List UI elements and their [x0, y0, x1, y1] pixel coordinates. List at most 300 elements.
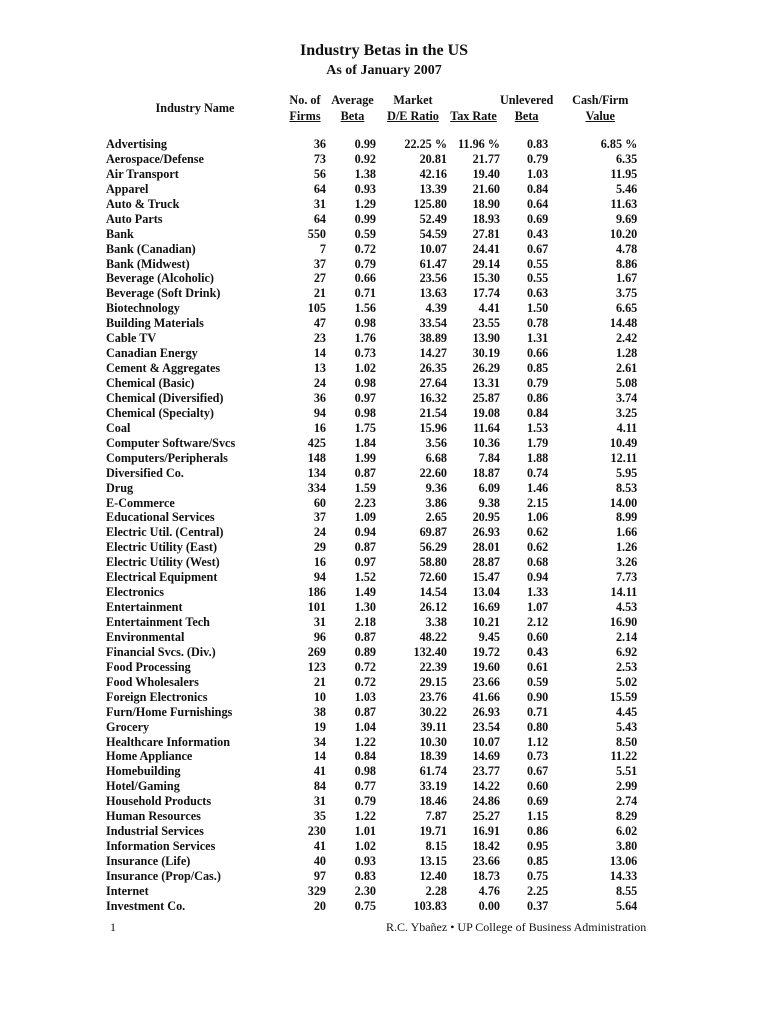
- unlevered-beta-cell: 0.75: [526, 868, 549, 883]
- de-ratio-cell: 26.12: [419, 600, 447, 615]
- cash-firm-value-cell: 14.11: [610, 585, 638, 600]
- industry-name-cell: Homebuilding: [106, 764, 181, 779]
- unlevered-beta-cell: 0.55: [526, 271, 549, 286]
- num-firms-cell: 29: [313, 540, 326, 555]
- header-de-top: Market: [393, 93, 433, 107]
- de-ratio-cell: 22.39: [419, 659, 447, 674]
- num-firms-cell: 56: [313, 166, 326, 181]
- unlevered-beta-cell: 0.66: [526, 346, 549, 361]
- de-ratio-cell: 13.63: [419, 286, 447, 301]
- de-ratio-cell: 10.07: [419, 241, 447, 256]
- num-firms-cell: 94: [313, 405, 326, 420]
- de-ratio-cell: 125.80: [413, 196, 447, 211]
- tax-rate-cell: 11.64: [473, 420, 500, 435]
- table-row: [106, 376, 647, 391]
- table-row: [106, 854, 647, 869]
- tax-rate-cell: 24.41: [472, 241, 500, 256]
- average-beta-cell: 1.30: [354, 600, 376, 615]
- header-cash-bottom: Value: [585, 109, 615, 123]
- tax-rate-cell: 13.90: [472, 331, 500, 346]
- table-row: [106, 839, 647, 854]
- tax-rate-cell: 21.60: [472, 181, 500, 196]
- header-cash-top: Cash/Firm: [572, 93, 629, 107]
- table-row: [106, 645, 647, 660]
- average-beta-cell: 0.99: [354, 211, 376, 226]
- average-beta-cell: 0.79: [354, 794, 376, 809]
- de-ratio-cell: 6.68: [425, 450, 447, 465]
- industry-name-cell: Human Resources: [106, 809, 201, 824]
- table-row: [106, 600, 647, 615]
- tax-rate-cell: 7.84: [478, 450, 500, 465]
- cash-firm-value-cell: 5.46: [615, 181, 638, 196]
- table-row: [106, 481, 647, 496]
- average-beta-cell: 1.09: [354, 510, 376, 525]
- tax-rate-cell: 18.42: [472, 839, 500, 854]
- table-row: [106, 152, 647, 167]
- num-firms-cell: 101: [307, 600, 326, 615]
- unlevered-beta-cell: 0.79: [526, 376, 549, 390]
- table-row: [106, 316, 647, 331]
- cash-firm-value-cell: 10.20: [609, 226, 638, 241]
- industry-name-cell: Information Services: [106, 839, 216, 854]
- average-beta-cell: 0.97: [354, 390, 376, 405]
- num-firms-cell: 38: [313, 704, 326, 719]
- tax-rate-cell: 19.40: [472, 166, 500, 181]
- average-beta-cell: 0.72: [354, 659, 376, 674]
- industry-name-cell: Coal: [106, 420, 131, 435]
- unlevered-beta-cell: 0.73: [526, 749, 549, 764]
- unlevered-beta-cell: 1.31: [526, 331, 549, 346]
- industry-betas-table: [106, 92, 647, 914]
- unlevered-beta-cell: 0.63: [526, 286, 549, 301]
- de-ratio-cell: 21.54: [419, 405, 447, 420]
- cash-firm-value-cell: 15.59: [609, 689, 638, 704]
- de-ratio-cell: 22.60: [419, 465, 447, 480]
- tax-rate-cell: 23.54: [472, 719, 500, 734]
- num-firms-cell: 41: [313, 839, 326, 854]
- industry-name-cell: Chemical (Specialty): [106, 405, 214, 420]
- cash-firm-value-cell: 12.11: [610, 450, 638, 465]
- de-ratio-cell: 30.22: [419, 704, 447, 719]
- de-ratio-cell: 52.49: [419, 211, 447, 226]
- cash-firm-value-cell: 1.28: [615, 346, 638, 361]
- average-beta-cell: 1.29: [354, 196, 376, 211]
- industry-name-cell: Bank (Midwest): [106, 256, 190, 271]
- average-beta-cell: 2.23: [354, 495, 376, 510]
- cash-firm-value-cell: 8.50: [615, 734, 638, 749]
- average-beta-cell: 2.18: [354, 615, 376, 629]
- cash-firm-value-cell: 1.26: [615, 540, 638, 555]
- unlevered-beta-cell: 1.03: [526, 166, 549, 181]
- industry-name-cell: Food Wholesalers: [106, 674, 199, 689]
- num-firms-cell: 64: [313, 181, 326, 196]
- industry-name-cell: Hotel/Gaming: [106, 779, 180, 794]
- num-firms-cell: 425: [307, 435, 326, 450]
- table-row: [106, 510, 647, 525]
- average-beta-cell: 0.87: [354, 465, 376, 480]
- average-beta-cell: 0.87: [354, 540, 376, 555]
- num-firms-cell: 16: [313, 555, 326, 570]
- tax-rate-cell: 16.91: [472, 824, 500, 839]
- tax-rate-cell: 26.93: [472, 704, 500, 719]
- cash-firm-value-cell: 5.64: [615, 898, 638, 913]
- average-beta-cell: 0.94: [354, 525, 376, 540]
- num-firms-cell: 84: [313, 779, 326, 794]
- table-row: [106, 242, 647, 257]
- unlevered-beta-cell: 0.62: [526, 525, 549, 540]
- de-ratio-cell: 3.38: [425, 615, 447, 629]
- cash-firm-value-cell: 3.26: [615, 555, 638, 570]
- average-beta-cell: 0.98: [354, 405, 376, 420]
- industry-name-cell: Foreign Electronics: [106, 689, 208, 704]
- tax-rate-cell: 19.08: [472, 405, 500, 420]
- de-ratio-cell: 20.81: [419, 151, 447, 166]
- header-firms-top: No. of: [289, 93, 321, 107]
- industry-name-cell: Furn/Home Furnishings: [106, 704, 233, 719]
- table-row: [106, 764, 647, 779]
- industry-name-cell: Advertising: [106, 137, 167, 151]
- tax-rate-cell: 23.66: [472, 854, 500, 868]
- num-firms-cell: 19: [313, 719, 326, 734]
- table-row: [106, 496, 647, 511]
- tax-rate-cell: 4.76: [478, 883, 500, 898]
- de-ratio-cell: 13.39: [419, 181, 447, 196]
- de-ratio-cell: 33.19: [419, 779, 447, 794]
- average-beta-cell: 0.79: [354, 256, 376, 271]
- tax-rate-cell: 28.01: [472, 540, 500, 555]
- unlevered-beta-cell: 0.69: [526, 211, 549, 226]
- num-firms-cell: 20: [313, 898, 326, 913]
- average-beta-cell: 1.52: [354, 570, 376, 585]
- de-ratio-cell: 23.56: [419, 271, 447, 286]
- unlevered-beta-cell: 0.37: [526, 898, 549, 913]
- cash-firm-value-cell: 2.42: [615, 331, 638, 346]
- tax-rate-cell: 13.04: [472, 585, 500, 600]
- unlevered-beta-cell: 0.67: [526, 764, 549, 779]
- header-row-top: [106, 92, 647, 108]
- header-industry-name: Industry Name: [155, 101, 235, 115]
- average-beta-cell: 0.72: [354, 674, 376, 689]
- unlevered-beta-cell: 0.95: [526, 839, 549, 854]
- industry-name-cell: Computers/Peripherals: [106, 450, 228, 465]
- de-ratio-cell: 3.56: [425, 435, 447, 450]
- de-ratio-cell: 14.27: [419, 346, 447, 361]
- industry-name-cell: Internet: [106, 883, 149, 898]
- de-ratio-cell: 26.35: [419, 361, 447, 376]
- cash-firm-value-cell: 4.53: [615, 600, 638, 615]
- table-row: [106, 227, 647, 242]
- num-firms-cell: 550: [307, 226, 326, 241]
- average-beta-cell: 0.97: [354, 555, 376, 570]
- average-beta-cell: 2.30: [354, 883, 376, 898]
- average-beta-cell: 1.04: [354, 719, 376, 734]
- unlevered-beta-cell: 1.33: [526, 585, 549, 600]
- header-tax-rate: Tax Rate: [450, 109, 497, 123]
- tax-rate-cell: 23.77: [472, 764, 500, 779]
- table-row: [106, 540, 647, 555]
- cash-firm-value-cell: 5.43: [615, 719, 638, 734]
- header-de-bottom: D/E Ratio: [387, 109, 439, 123]
- tax-rate-cell: 17.74: [472, 286, 500, 301]
- unlevered-beta-cell: 0.71: [526, 704, 549, 719]
- table-row: [106, 720, 647, 735]
- num-firms-cell: 13: [313, 361, 326, 376]
- average-beta-cell: 0.84: [354, 749, 376, 764]
- cash-firm-value-cell: 4.45: [615, 704, 638, 719]
- average-beta-cell: 0.98: [354, 316, 376, 331]
- cash-firm-value-cell: 6.65: [615, 301, 638, 316]
- average-beta-cell: 0.75: [354, 898, 376, 913]
- de-ratio-cell: 33.54: [419, 316, 447, 331]
- cash-firm-value-cell: 6.35: [615, 151, 638, 166]
- unlevered-beta-cell: 1.12: [526, 734, 549, 749]
- cash-firm-value-cell: 7.73: [615, 570, 638, 585]
- average-beta-cell: 0.77: [354, 779, 376, 794]
- cash-firm-value-cell: 5.51: [615, 764, 638, 779]
- cash-firm-value-cell: 3.80: [615, 839, 638, 854]
- cash-firm-value-cell: 13.06: [609, 854, 638, 868]
- unlevered-beta-cell: 0.86: [526, 824, 549, 839]
- tax-rate-cell: 25.87: [472, 390, 500, 405]
- unlevered-beta-cell: 0.60: [526, 779, 549, 794]
- table-row: [106, 899, 647, 914]
- num-firms-cell: 31: [313, 794, 326, 809]
- de-ratio-cell: 7.87: [425, 809, 447, 824]
- table-body: [106, 137, 647, 914]
- table-row: [106, 257, 647, 272]
- average-beta-cell: 1.84: [354, 435, 376, 450]
- de-ratio-cell: 9.36: [425, 480, 447, 495]
- table-row: [106, 361, 647, 376]
- num-firms-cell: 24: [313, 376, 326, 390]
- industry-name-cell: Grocery: [106, 719, 150, 734]
- tax-rate-cell: 30.19: [472, 346, 500, 361]
- cash-firm-value-cell: 5.02: [615, 674, 638, 689]
- cash-firm-value-cell: 3.25: [615, 405, 638, 420]
- cash-firm-value-cell: 6.85 %: [600, 137, 638, 151]
- cash-firm-value-cell: 14.48: [609, 316, 638, 331]
- average-beta-cell: 0.89: [354, 644, 376, 659]
- num-firms-cell: 47: [313, 316, 326, 331]
- cash-firm-value-cell: 3.74: [615, 390, 638, 405]
- num-firms-cell: 7: [319, 241, 326, 256]
- header-unlevered-bottom: Beta: [514, 109, 539, 123]
- num-firms-cell: 60: [313, 495, 326, 510]
- unlevered-beta-cell: 1.50: [526, 301, 549, 316]
- cash-firm-value-cell: 2.99: [615, 779, 638, 794]
- footer-credit: R.C. Ybañez • UP College of Business Administration: [386, 920, 647, 934]
- table-row: [106, 824, 647, 839]
- table-row: [106, 466, 647, 481]
- tax-rate-cell: 9.45: [478, 629, 500, 644]
- cash-firm-value-cell: 6.02: [615, 824, 638, 839]
- de-ratio-cell: 14.54: [419, 585, 447, 600]
- tax-rate-cell: 14.69: [472, 749, 500, 764]
- average-beta-cell: 0.92: [354, 151, 376, 166]
- de-ratio-cell: 61.47: [419, 256, 447, 271]
- tax-rate-cell: 18.93: [472, 211, 500, 226]
- industry-name-cell: Chemical (Diversified): [106, 390, 224, 405]
- unlevered-beta-cell: 0.78: [526, 316, 549, 331]
- industry-name-cell: Bank: [106, 226, 134, 241]
- unlevered-beta-cell: 0.62: [526, 540, 549, 555]
- average-beta-cell: 1.02: [354, 839, 376, 854]
- de-ratio-cell: 72.60: [419, 570, 447, 585]
- num-firms-cell: 31: [313, 615, 326, 629]
- unlevered-beta-cell: 1.06: [526, 510, 549, 525]
- num-firms-cell: 123: [307, 659, 326, 674]
- cash-firm-value-cell: 2.61: [615, 361, 638, 376]
- de-ratio-cell: 103.83: [413, 898, 447, 913]
- unlevered-beta-cell: 1.07: [526, 600, 549, 615]
- unlevered-beta-cell: 0.85: [526, 854, 549, 868]
- de-ratio-cell: 18.46: [419, 794, 447, 809]
- unlevered-beta-cell: 0.43: [526, 644, 549, 659]
- industry-name-cell: Computer Software/Svcs: [106, 435, 236, 450]
- num-firms-cell: 41: [313, 764, 326, 779]
- num-firms-cell: 148: [307, 450, 326, 465]
- average-beta-cell: 0.72: [354, 241, 376, 256]
- table-row: [106, 660, 647, 675]
- num-firms-cell: 96: [313, 629, 326, 644]
- cash-firm-value-cell: 3.75: [615, 286, 638, 301]
- table-row: [106, 675, 647, 690]
- tax-rate-cell: 18.87: [472, 465, 500, 480]
- tax-rate-cell: 23.66: [472, 674, 500, 689]
- table-row: [106, 436, 647, 451]
- unlevered-beta-cell: 0.85: [526, 361, 549, 376]
- num-firms-cell: 40: [313, 854, 326, 868]
- industry-name-cell: Electric Utility (West): [106, 555, 220, 570]
- num-firms-cell: 97: [313, 868, 326, 883]
- average-beta-cell: 0.98: [354, 376, 376, 390]
- num-firms-cell: 37: [313, 256, 326, 271]
- table-row: [106, 585, 647, 600]
- table-row: [106, 197, 647, 212]
- industry-name-cell: Electric Utility (East): [106, 540, 218, 555]
- num-firms-cell: 329: [307, 883, 326, 898]
- industry-name-cell: Diversified Co.: [106, 465, 184, 480]
- tax-rate-cell: 41.66: [472, 689, 500, 704]
- industry-name-cell: Bank (Canadian): [106, 241, 196, 256]
- average-beta-cell: 1.02: [354, 361, 376, 376]
- num-firms-cell: 10: [313, 689, 326, 704]
- unlevered-beta-cell: 1.79: [526, 435, 549, 450]
- unlevered-beta-cell: 0.84: [526, 181, 549, 196]
- page-subtitle: As of January 2007: [326, 63, 442, 78]
- average-beta-cell: 1.03: [354, 689, 376, 704]
- industry-name-cell: Aerospace/Defense: [106, 151, 204, 166]
- de-ratio-cell: 15.96: [419, 420, 447, 435]
- unlevered-beta-cell: 0.90: [526, 689, 549, 704]
- de-ratio-cell: 3.86: [425, 495, 447, 510]
- num-firms-cell: 73: [313, 151, 326, 166]
- header-beta-top: Average: [331, 93, 374, 107]
- de-ratio-cell: 8.15: [425, 839, 447, 854]
- table-row: [106, 735, 647, 750]
- industry-name-cell: Cement & Aggregates: [106, 361, 221, 376]
- table-row: [106, 690, 647, 705]
- table-row: [106, 271, 647, 286]
- average-beta-cell: 1.01: [354, 824, 376, 839]
- unlevered-beta-cell: 0.60: [526, 629, 549, 644]
- num-firms-cell: 105: [307, 301, 326, 316]
- average-beta-cell: 1.22: [354, 809, 376, 824]
- industry-name-cell: Beverage (Alcoholic): [106, 271, 214, 286]
- de-ratio-cell: 27.64: [419, 376, 447, 390]
- industry-name-cell: Industrial Services: [106, 824, 204, 839]
- cash-firm-value-cell: 1.67: [615, 271, 638, 286]
- cash-firm-value-cell: 8.29: [615, 809, 638, 824]
- industry-name-cell: Educational Services: [106, 510, 215, 525]
- num-firms-cell: 23: [313, 331, 326, 346]
- industry-name-cell: Investment Co.: [106, 898, 186, 913]
- average-beta-cell: 0.98: [354, 764, 376, 779]
- table-row: [106, 705, 647, 720]
- num-firms-cell: 34: [313, 734, 326, 749]
- de-ratio-cell: 54.59: [419, 226, 447, 241]
- unlevered-beta-cell: 0.83: [526, 137, 549, 151]
- unlevered-beta-cell: 1.15: [526, 809, 549, 824]
- cash-firm-value-cell: 10.49: [609, 435, 638, 450]
- num-firms-cell: 94: [313, 570, 326, 585]
- de-ratio-cell: 12.40: [419, 868, 447, 883]
- tax-rate-cell: 25.27: [472, 809, 500, 824]
- tax-rate-cell: 19.60: [472, 659, 500, 674]
- num-firms-cell: 36: [313, 390, 326, 405]
- average-beta-cell: 1.22: [354, 734, 376, 749]
- industry-name-cell: Entertainment Tech: [106, 615, 210, 629]
- table-row: [106, 809, 647, 824]
- num-firms-cell: 334: [307, 480, 326, 495]
- average-beta-cell: 0.66: [354, 271, 376, 286]
- de-ratio-cell: 10.30: [419, 734, 447, 749]
- tax-rate-cell: 21.77: [472, 151, 500, 166]
- table-row: [106, 794, 647, 809]
- table-row: [106, 406, 647, 421]
- average-beta-cell: 1.56: [354, 301, 376, 316]
- table-row: [106, 391, 647, 406]
- num-firms-cell: 37: [313, 510, 326, 525]
- table-row: [106, 525, 647, 540]
- industry-name-cell: Insurance (Prop/Cas.): [106, 868, 221, 883]
- de-ratio-cell: 48.22: [419, 629, 447, 644]
- industry-name-cell: Building Materials: [106, 316, 204, 331]
- num-firms-cell: 24: [313, 525, 326, 540]
- num-firms-cell: 14: [313, 749, 326, 764]
- unlevered-beta-cell: 0.43: [526, 226, 549, 241]
- cash-firm-value-cell: 9.69: [615, 211, 638, 226]
- de-ratio-cell: 69.87: [419, 525, 447, 540]
- tax-rate-cell: 28.87: [472, 555, 500, 570]
- average-beta-cell: 1.49: [354, 585, 376, 600]
- de-ratio-cell: 22.25 %: [404, 137, 447, 151]
- industry-name-cell: Entertainment: [106, 600, 183, 615]
- table-row: [106, 421, 647, 436]
- de-ratio-cell: 29.15: [419, 674, 447, 689]
- header-tax-top: [447, 92, 500, 108]
- unlevered-beta-cell: 0.86: [526, 390, 549, 405]
- de-ratio-cell: 58.80: [419, 555, 447, 570]
- cash-firm-value-cell: 11.95: [610, 166, 638, 181]
- tax-rate-cell: 0.00: [478, 898, 500, 913]
- unlevered-beta-cell: 0.84: [526, 405, 549, 420]
- industry-name-cell: Food Processing: [106, 659, 191, 674]
- cash-firm-value-cell: 16.90: [609, 615, 638, 629]
- cash-firm-value-cell: 8.53: [615, 480, 638, 495]
- cash-firm-value-cell: 14.33: [609, 868, 638, 883]
- industry-name-cell: Auto & Truck: [106, 196, 180, 211]
